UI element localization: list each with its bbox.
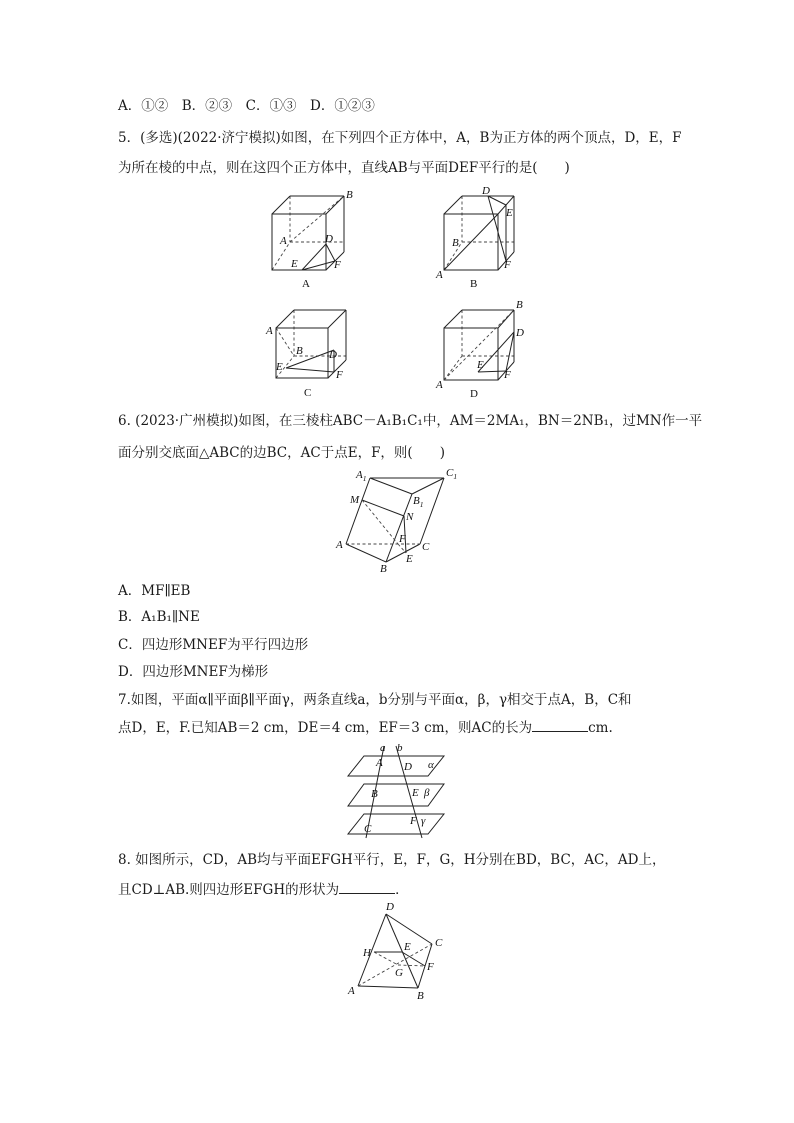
q6-stem-line2: 面分别交底面△ABC的边BC，AC于点E，F，则( ) — [118, 445, 445, 461]
label-f: F — [410, 815, 417, 827]
q8-tetrahedron-figure — [346, 902, 456, 1002]
label-beta: β — [424, 787, 430, 799]
caption-d: D — [470, 388, 478, 400]
q4-options: A．①② B．②③ C．①③ D．①②③ — [118, 98, 375, 114]
q5-figure-b — [432, 186, 532, 292]
label-e: E — [276, 361, 283, 373]
q7-planes-figure — [346, 742, 450, 842]
q6-prism-figure — [336, 467, 466, 576]
label-e: E — [506, 207, 513, 219]
label-d: D — [329, 349, 337, 361]
label-d: D — [325, 233, 333, 245]
q8-end: ． — [395, 882, 409, 898]
label-a: A — [280, 235, 287, 247]
q7-stem-line1: 7.如图，平面α∥平面β∥平面γ，两条直线a，b分别与平面α，β，γ相交于点A，B，C和 — [118, 692, 632, 708]
label-e: E — [412, 787, 419, 799]
q6-option-d: D．四边形MNEF为梯形 — [118, 664, 269, 680]
label-m: M — [350, 494, 360, 506]
q7-answer-blank[interactable] — [532, 717, 588, 732]
label-a: A — [436, 379, 443, 391]
q5-figure-c — [262, 302, 362, 402]
q6-option-a: A．MF∥EB — [118, 583, 191, 599]
label-d: D — [404, 761, 412, 773]
label-g: G — [395, 967, 403, 979]
label-c: C — [435, 937, 443, 949]
label-c: C — [364, 823, 372, 835]
label-gamma: γ — [421, 815, 426, 827]
label-d: D — [386, 901, 394, 913]
label-b1: $B_1$ — [413, 495, 424, 509]
label-c1: $C_1$ — [446, 467, 458, 481]
label-a: A — [348, 985, 355, 997]
label-b: B — [296, 345, 303, 357]
caption-c: C — [304, 387, 312, 399]
label-f: F — [336, 369, 343, 381]
q6-option-c: C．四边形MNEF为平行四边形 — [118, 637, 309, 653]
label-a1: $A_1$ — [356, 469, 367, 483]
label-f: F — [334, 259, 341, 271]
caption-a: A — [302, 278, 310, 290]
label-d: D — [482, 185, 490, 197]
label-e: E — [404, 941, 411, 953]
label-f: F — [504, 369, 511, 381]
q5-figure-a — [262, 186, 362, 292]
label-d: D — [516, 327, 524, 339]
label-a: A — [376, 757, 383, 769]
q6-option-b: B．A₁B₁∥NE — [118, 609, 200, 625]
label-c: C — [422, 541, 430, 553]
label-b: B — [380, 563, 387, 575]
q5-stem-line2: 为所在棱的中点，则在这四个正方体中，直线AB与平面DEF平行的是( ) — [118, 160, 570, 176]
label-a: A — [336, 539, 343, 551]
q5-stem-line1: 5．(多选)(2022·济宁模拟)如图，在下列四个正方体中，A，B为正方体的两个顶点，D，E，F — [118, 130, 682, 146]
label-b: B — [516, 299, 523, 311]
label-h: H — [363, 947, 371, 959]
label-line-b: b — [397, 742, 403, 754]
label-b: B — [371, 788, 378, 800]
q8-answer-blank[interactable] — [339, 879, 395, 894]
q8-stem-line2 — [118, 879, 409, 900]
q8-stem-text: 且CD⊥AB.则四边形EFGH的形状为 — [118, 882, 340, 898]
label-f: F — [427, 961, 434, 973]
label-e: E — [406, 553, 413, 565]
caption-b: B — [470, 278, 478, 290]
label-line-a: a — [380, 742, 386, 754]
label-e: E — [477, 359, 484, 371]
label-e: E — [291, 258, 298, 270]
label-b: B — [452, 237, 459, 249]
label-b: B — [417, 990, 424, 1002]
label-f: F — [504, 259, 511, 271]
label-f: F — [399, 533, 406, 545]
q7-unit: cm. — [588, 720, 613, 736]
label-n: N — [406, 511, 414, 523]
q7-stem-text: 点D，E，F.已知AB＝2 cm，DE＝4 cm，EF＝3 cm，则AC的长为 — [118, 720, 533, 736]
q6-stem-line1: 6. (2023·广州模拟)如图，在三棱柱ABC－A₁B₁C₁中，AM＝2MA₁，BN＝2NB₁，过MN作一平 — [118, 413, 703, 429]
q7-stem-line2 — [118, 717, 613, 738]
label-alpha: α — [428, 759, 434, 771]
q8-stem-line1: 8. 如图所示，CD，AB均与平面EFGH平行，E，F，G，H分别在BD，BC，AC，AD上， — [118, 852, 666, 868]
label-a: A — [436, 269, 443, 281]
label-b: B — [346, 189, 353, 201]
q5-figure-d — [432, 296, 532, 402]
label-a: A — [266, 325, 273, 337]
